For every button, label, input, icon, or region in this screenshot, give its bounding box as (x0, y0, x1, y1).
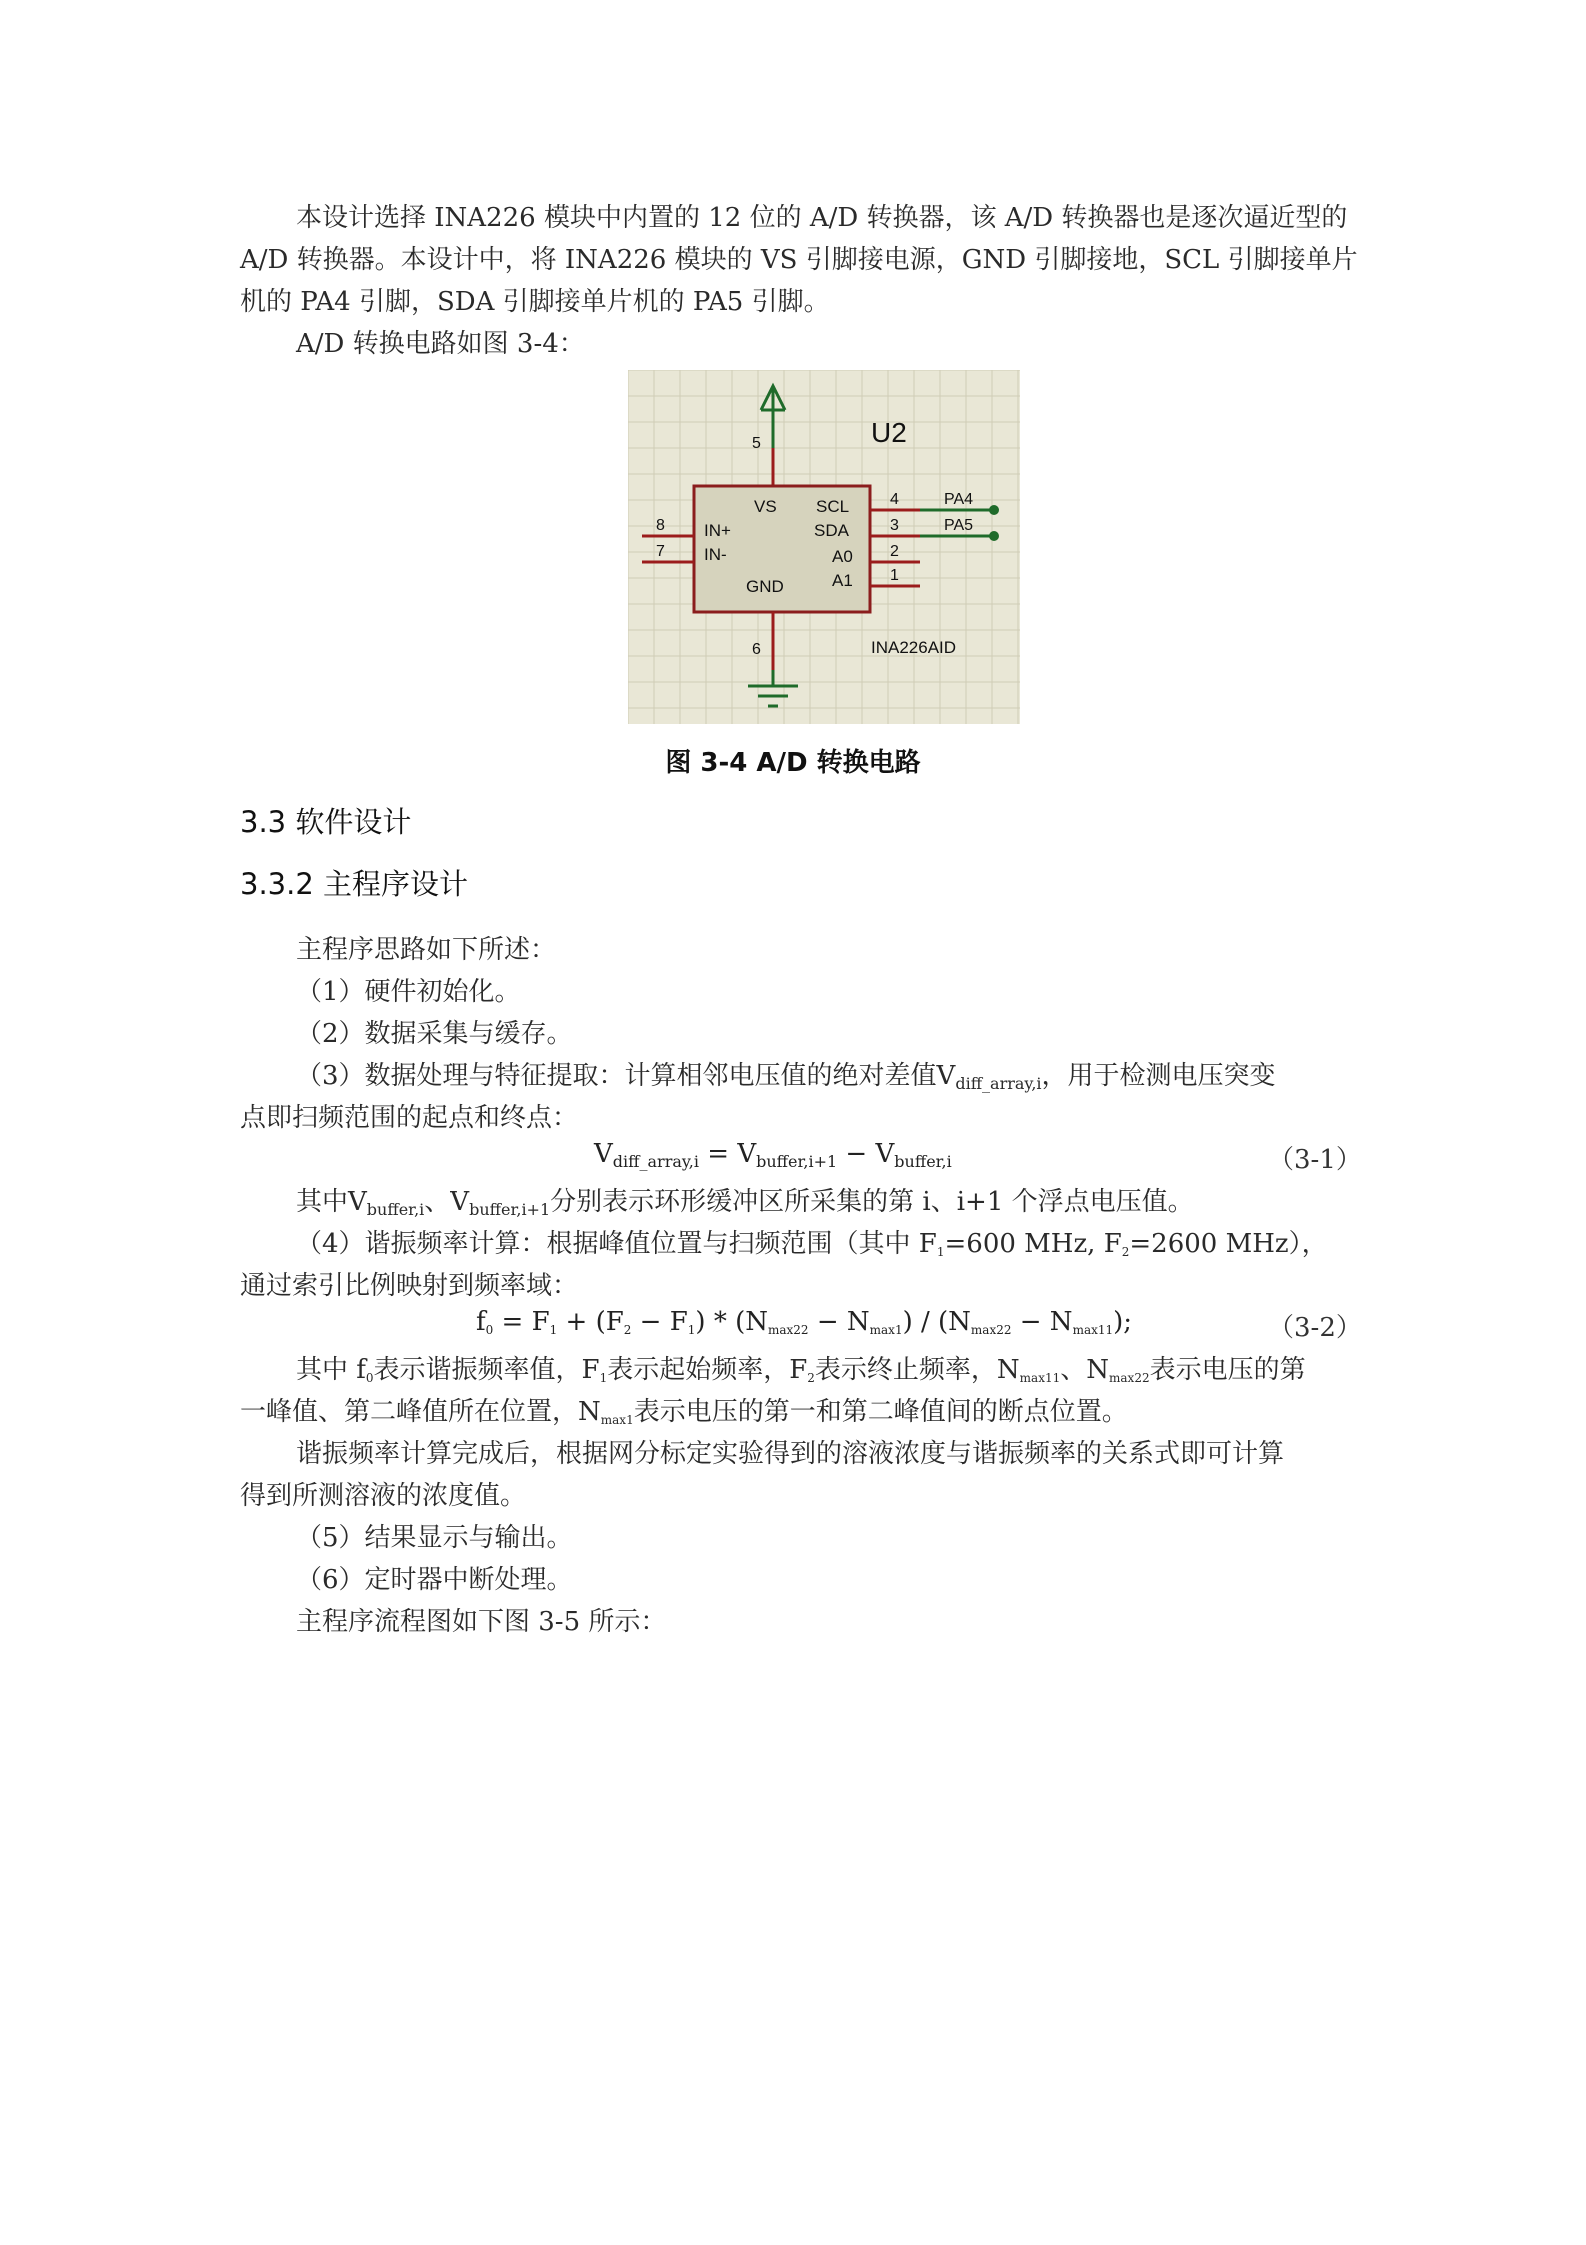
ad-converter-schematic (628, 370, 1020, 724)
intro-line-4: A/D 转换电路如图 3-4： (296, 329, 585, 359)
pin-label-a0: A0 (832, 547, 853, 566)
pin-number-4: 4 (890, 491, 899, 508)
main-para-13: （6）定时器中断处理。 (296, 1565, 573, 1595)
figure-caption: 图 3-4 A/D 转换电路 (665, 748, 921, 778)
main-para-8: 其中 $f_0$表示谐振频率值，$F_1$表示起始频率，$F_2$表示终止频率，$N_{max11}$、$N_{max22}$表示电压的第 (296, 1355, 1306, 1385)
main-para-11: 得到所测溶液的浓度值。 (240, 1481, 527, 1511)
equation-3-2: $f_0 = F_1 + (F_2 - F_1) * (N_{max22} - N_{max1}) / (N_{max22} - N_{max11})$; (476, 1307, 1133, 1337)
main-para-5: 其中$V_{buffer,i}$、$V_{buffer,i+1}$分别表示环形缓冲区所采集的第 i、i+1 个浮点电压值。 (296, 1187, 1194, 1219)
main-para-12: （5）结果显示与输出。 (296, 1523, 573, 1553)
intro-line-3: 机的 PA4 引脚，SDA 引脚接单片机的 PA5 引脚。 (240, 287, 830, 317)
main-para-4: （3）数据处理与特征提取：计算相邻电压值的绝对差值$V_{diff\_array,i}$，用于检测电压突变 (296, 1061, 1276, 1093)
intro-line-1: 本设计选择 INA226 模块中内置的 12 位的 A/D 转换器，该 A/D 转换器也是逐次逼近型的 (296, 203, 1348, 233)
intro-line-2: A/D 转换器。本设计中，将 INA226 模块的 VS 引脚接电源，GND 引脚接地，SCL 引脚接单片 (240, 245, 1358, 275)
pin-number-3: 3 (890, 517, 899, 534)
net-label-pa4: PA4 (944, 491, 974, 508)
pin-number-1: 1 (890, 567, 899, 584)
pin-label-in-minus: IN- (704, 545, 727, 564)
pin-label-vs: VS (754, 497, 777, 516)
main-para-14: 主程序流程图如下图 3-5 所示： (296, 1607, 667, 1637)
pin-label-a1: A1 (832, 571, 853, 590)
pin-number-5: 5 (752, 435, 761, 452)
pin-number-6: 6 (752, 641, 761, 658)
section-heading-3-3: 3.3 软件设计 (240, 805, 412, 839)
pa4-terminal-dot (989, 505, 999, 515)
main-para-10: 谐振频率计算完成后，根据网分标定实验得到的溶液浓度与谐振频率的关系式即可计算 (296, 1439, 1285, 1469)
main-para-7: 通过索引比例映射到频率域： (240, 1271, 579, 1301)
section-heading-3-3-2: 3.3.2 主程序设计 (240, 867, 469, 901)
pin-label-in-plus: IN+ (704, 521, 731, 540)
pin-label-scl: SCL (816, 497, 850, 516)
part-name: INA226AID (871, 638, 957, 657)
main-para-3: （2）数据采集与缓存。 (296, 1019, 573, 1049)
main-para-1: 主程序思路如下所述： (296, 935, 557, 965)
pin-label-gnd: GND (746, 577, 784, 596)
net-label-pa5: PA5 (944, 517, 974, 534)
equation-number-3-1: （3-1） (1268, 1145, 1362, 1175)
main-para-6: （4）谐振频率计算：根据峰值位置与扫频范围（其中 $F_1=600$ MHz, $F_2=2600$ MHz）， (296, 1229, 1328, 1259)
pa5-terminal-dot (989, 531, 999, 541)
main-para-2: （1）硬件初始化。 (296, 977, 521, 1007)
main-para-4-cont: 点即扫频范围的起点和终点： (240, 1103, 579, 1133)
pin-number-2: 2 (890, 543, 899, 560)
pin-label-sda: SDA (814, 521, 849, 540)
pin-number-7: 7 (656, 543, 665, 560)
equation-3-1: $V_{diff\_array,i} = V_{buffer,i+1} - V_{buffer,i}$ (594, 1139, 952, 1171)
pin-number-8: 8 (656, 517, 665, 534)
part-reference: U2 (871, 417, 907, 448)
equation-number-3-2: （3-2） (1268, 1313, 1362, 1343)
main-para-9: 一峰值、第二峰值所在位置，$N_{max1}$表示电压的第一和第二峰值间的断点位置。 (240, 1397, 1128, 1427)
